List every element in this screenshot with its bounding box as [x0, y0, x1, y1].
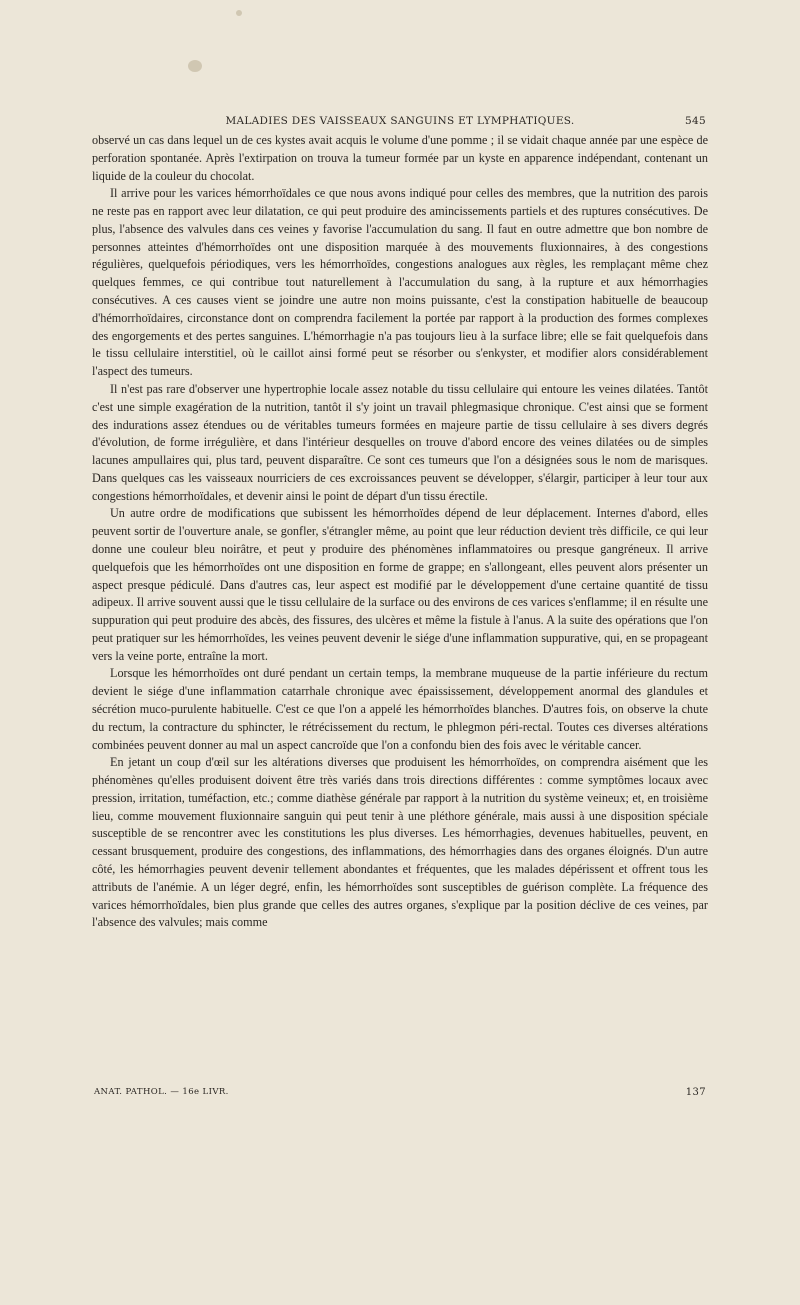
sheet-number: 137: [685, 1087, 706, 1098]
page-number: 545: [685, 115, 706, 127]
paragraph: Lorsque les hémorrhoïdes ont duré pendant un certain temps, la membrane muqueuse de la partie inférieure du rectum devient le siége d'une inflammation catarrhale chronique avec épaississement, développement anormal des glandules et sécrétion muco-purulente habituelle. C'est ce que l'on a appelé les hémorrhoïdes blanches. D'autres fois, on observe la chute du rectum, la contracture du sphincter, le rétrécissement du rectum, le phlegmon péri-rectal. Toutes ces diverses altérations combinées peuvent donner au mal un aspect cancroïde que l'on a confondu bien des fois avec le véritable cancer.: [92, 666, 708, 752]
paragraph: En jetant un coup d'œil sur les altérations diverses que produisent les hémorrhoïdes, on comprendra aisément que les phénomènes qu'elles produisent doivent être très variés dans trois directions différentes : comme symptômes locaux avec pression, irritation, tuméfaction, etc.; comme diathèse générale par rapport à la nutrition du système veineux; et, en troisième lieu, comme mouvement fluxionnaire sanguin qui peut tenir à une pléthore générale, mais aussi à une disposition spéciale susceptible de se rencontrer avec les constitutions les plus diverses. Les hémorrhagies, devenues habituelles, peuvent, en cessant brusquement, produire des congestions, des inflammations, des hémorrhagies dans des organes éloignés. D'un autre côté, les hémorrhagies peuvent devenir tellement abondantes et fréquentes, que les malades dépérissent et offrent tous les attributs de l'anémie. A un léger degré, enfin, les hémorrhoïdes sont susceptibles de guérison complète. La fréquence des varices hémorrhoïdales, bien plus grande que celles des autres organes, s'explique par la position déclive de ces veines, par l'absence des valvules; mais comme: [92, 755, 708, 930]
body-text: [92, 132, 708, 932]
running-title: MALADIES DES VAISSEAUX SANGUINS ET LYMPHATIQUES.: [225, 115, 575, 127]
paper-stain: [236, 10, 242, 16]
paragraph: Il n'est pas rare d'observer une hypertrophie locale assez notable du tissu cellulaire qui entoure les veines dilatées. Tantôt c'est une simple exagération de la nutrition, tantôt il s'y joint un travail phlegmasique chronique. C'est ainsi que se forment des indurations assez étendues ou de véritables tumeurs formées en majeure partie de tissu cellulaire à ses divers degrés d'évolution, de forme irrégulière, et dans l'intérieur desquelles on trouve d'abord encore des veines dilatées ou de simples lacunes ampullaires qui, plus tard, peuvent disparaître. Ce sont ces tumeurs que l'on a désignées sous le nom de marisques. Dans quelques cas les vaisseaux nourriciers de ces excroissances peuvent se développer, s'élargir, participer à leur tour aux congestions hémorrhoïdales, et devenir ainsi le point de départ d'un tissu érectile.: [92, 381, 708, 503]
signature-mark: ANAT. PATHOL. — 16e LIVR.: [94, 1087, 229, 1097]
paragraph: Il arrive pour les varices hémorrhoïdales ce que nous avons indiqué pour celles des membres, que la nutrition des parois ne reste pas en rapport avec leur dilatation, ce qui peut produire des amincissements partiels et des ruptures consécutives. De plus, l'absence des valvules dans ces veines y favorise l'accumulation du sang. Il faut en outre admettre que bon nombre de personnes atteintes d'hémorrhoïdes ont une disposition marquée à des mouvements fluxionnaires, à des congestions régulières, quelquefois périodiques, vers les hémorrhoïdes, congestions analogues aux règles, les remplaçant même chez quelques femmes, ce qui contribue tout naturellement à l'accumulation du sang, à la rupture et aux hémorrhagies consécutives. A ces causes vient se joindre une autre non moins puissante, c'est la constipation habituelle de beaucoup d'hémorrhoïdaires, circonstance dont on comprendra facilement la portée par rapport à la production des formes complexes des engorgements et des pertes sanguines. L'hémorrhagie n'a pas toujours lieu à la surface libre; elle se fait quelquefois dans le tissu cellulaire interstitiel, où le caillot ainsi formé peut se résorber ou s'enkyster, et modifier alors considérablement l'aspect des tumeurs.: [92, 186, 708, 379]
paper-stain: [188, 60, 202, 72]
paragraph: observé un cas dans lequel un de ces kystes avait acquis le volume d'une pomme ; il se vidait chaque année par une espèce de perforation spontanée. Après l'extirpation on trouva la tumeur formée par un kyste en apparence indépendant, contenant un liquide de la couleur du chocolat.: [92, 133, 708, 183]
paragraph: Un autre ordre de modifications que subissent les hémorrhoïdes dépend de leur déplacement. Internes d'abord, elles peuvent sortir de l'ouverture anale, se gonfler, s'étrangler même, au point que leur réduction devient très difficile, ce qui leur donne une couleur bleu noirâtre, et peut y produire des phénomènes inflammatoires ou presque gangréneux. Il arrive quelquefois que les hémorrhoïdes ont une disposition en forme de grappe; en s'allongeant, elles peuvent alors présenter un aspect presque pédiculé. Dans d'autres cas, leur aspect est modifié par le développement d'une certaine quantité de tissu adipeux. Il arrive souvent aussi que le tissu cellulaire de la surface ou des environs de ces varices s'enflamme; il en résulte une suppuration qui peut produire des abcès, des fissures, des ulcères et même la fistule à l'anus. A la suite des opérations que l'on peut pratiquer sur les hémorrhoïdes, les veines peuvent devenir le siége d'une inflammation suppurative, qui, en se propageant vers la veine porte, entraîne la mort.: [92, 506, 708, 663]
